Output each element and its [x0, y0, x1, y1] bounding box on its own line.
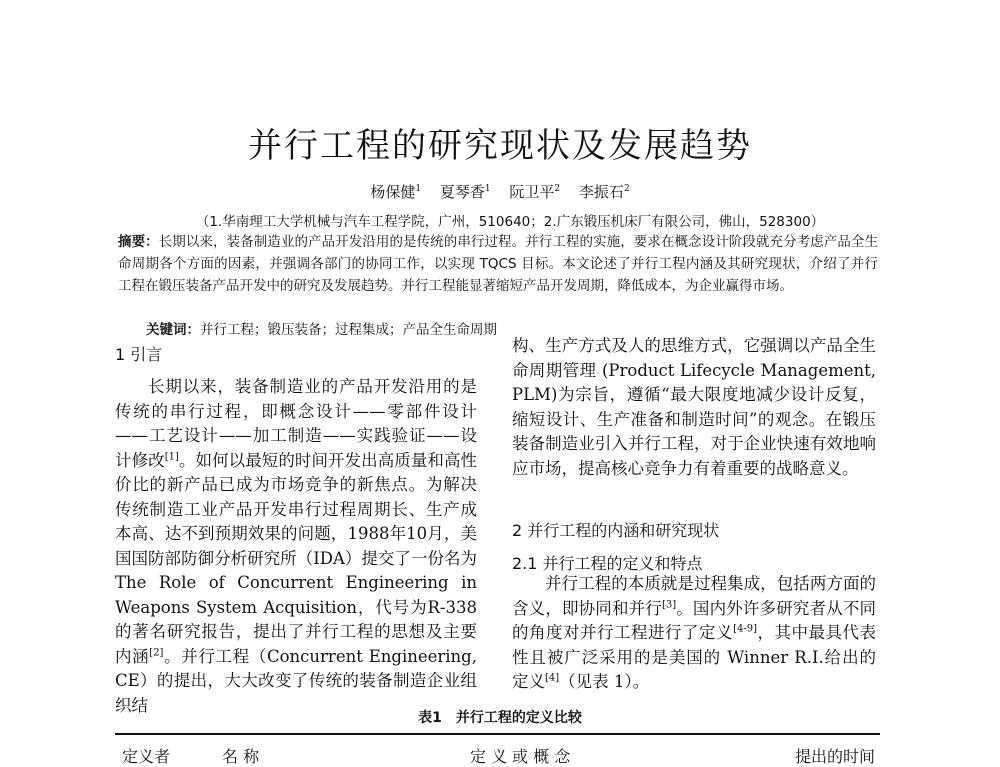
table-top-rule [115, 733, 880, 735]
section-1-heading: 1 引言 [115, 345, 163, 364]
table-header-name: 名 称 [222, 747, 260, 766]
abstract-text: 长期以来，装备制造业的产品开发沿用的是传统的串行过程。并行工程的实施，要求在概念设计阶段就充分考虑产品全生命周期各个方面的因素，并强调各部门的协同工作，以实现 TQCS 目标。本文论述了并行工程内涵及其研究现状，介绍了并行工程在锻压装备产品开发中的研究及发展趋势。并行工程能显著缩短产品开发周期，降低成本，为企业赢得市场。 [118, 234, 878, 294]
citation-1[interactable]: [1] [164, 451, 179, 462]
paper-title: 并行工程的研究现状及发展趋势 [248, 126, 752, 166]
author-4: 李振石$^2$ [578, 183, 630, 201]
section-2-1-heading: 2.1 并行工程的定义和特点 [512, 554, 703, 573]
author-2: 夏琴香$^1$ [439, 183, 491, 201]
section-2-heading: 2 并行工程的内涵和研究现状 [512, 521, 720, 540]
section-1-paragraph-2: 构、生产方式及人的思维方式，它强调以产品全生命周期管理 (Product Lifecycle Management, PLM)为宗旨，遵循“最大限度地减少设计反复，缩短设计、生产准备和制造时间”的观念。在锻压装备制造业引入并行工程，对于企业快速有效地响应市场，提高核心竞争力有着重要的战略意义。 [512, 336, 876, 478]
keywords-label: 关键词： [146, 322, 200, 338]
citation-3[interactable]: [3] [661, 599, 677, 610]
abstract [118, 231, 878, 297]
citation-4[interactable]: [4-9] [733, 623, 757, 635]
author-3: 阮卫平$^2$ [509, 183, 561, 201]
citation-5[interactable]: [4] [545, 672, 560, 684]
table-header-definer: 定义者 [122, 747, 171, 766]
abstract-label: 摘要： [118, 234, 159, 250]
affiliations: （1.华南理工大学机械与汽车工程学院，广州，510640；2.广东锻压机床厂有限公司，佛山，528300） [195, 214, 825, 230]
table-1-caption: 表1 并行工程的定义比较 [418, 710, 582, 726]
section-1-paragraph-1: 长期以来，装备制造业的产品开发沿用的是传统的串行过程，即概念设计——零部件设计——工艺设计——加工制造——实践验证——设计修改[1]。如何以最短的时间开发出高质量和高性价比的新产品已成为市场竞争的新焦点。为解决传统制造工业产品开发串行过程周期长、生产成本高、达不到预期效果的问题，1988年10月，美国国防部防御分析研究所（IDA）提交了一份名为The Role of Concurrent Engineering in Weapons System Acquisition，代号为R-338的著名研究报告，提出了并行工程的思想及主要内涵[2]。并行工程（Concurrent Engineering, CE）的提出，大大改变了传统的装备制造企业组织结 [115, 377, 478, 715]
author-1: 杨保健$^1$ [370, 183, 422, 201]
table-header-year: 提出的时间 [795, 747, 876, 766]
section-2-1-paragraph: 并行工程的本质就是过程集成，包括两方面的含义，即协同和并行[3]。国内外许多研究者从不同的角度对并行工程进行了定义[4-9]，其中最具代表性且被广泛采用的是美国的 Winner R.I.给出的定义[4]（见表 1）。 [512, 574, 877, 691]
citation-2[interactable]: [2] [149, 647, 164, 658]
table-header-definition: 定 义 或 概 念 [470, 747, 571, 766]
keywords-text: 并行工程；锻压装备；过程集成；产品全生命周期 [200, 322, 497, 338]
author-list [0, 181, 1000, 202]
